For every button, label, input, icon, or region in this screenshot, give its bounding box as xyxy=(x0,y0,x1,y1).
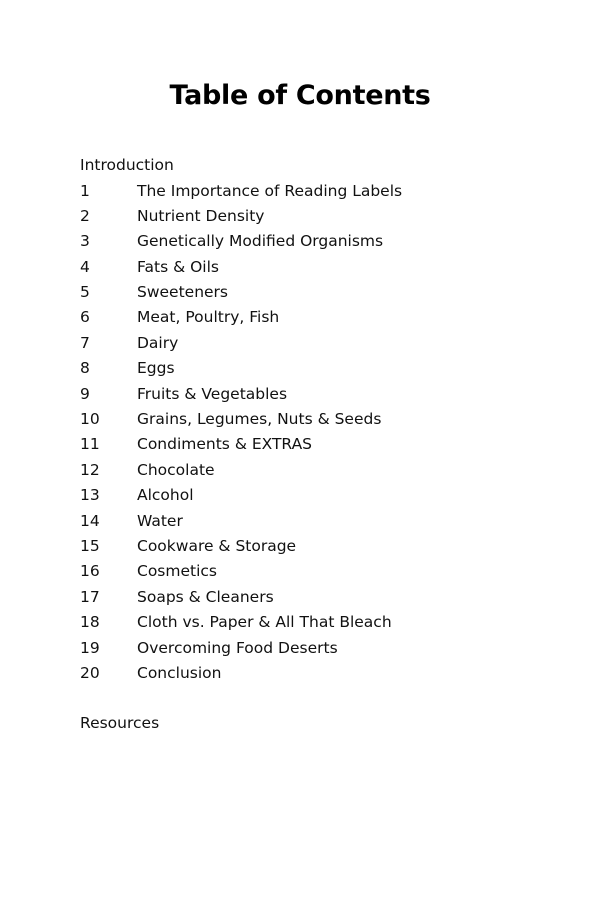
toc-chapter-row xyxy=(80,536,402,561)
chapter-number: 18 xyxy=(80,613,100,632)
toc-chapter-row xyxy=(80,257,402,282)
chapter-number: 5 xyxy=(80,283,90,302)
chapter-number: 6 xyxy=(80,308,90,327)
chapter-title: The Importance of Reading Labels xyxy=(137,181,403,200)
chapter-title: Conclusion xyxy=(137,663,222,682)
chapter-number: 13 xyxy=(80,486,100,505)
chapter-number: 14 xyxy=(80,511,100,530)
chapter-title: Sweeteners xyxy=(137,283,229,302)
chapter-title: Chocolate xyxy=(137,460,215,479)
toc-chapter-row xyxy=(80,663,402,688)
chapter-number: 10 xyxy=(80,410,100,429)
chapter-number: 11 xyxy=(80,435,100,454)
toc-chapter-row xyxy=(80,612,402,637)
toc-chapter-row xyxy=(80,206,402,231)
toc-chapter-row xyxy=(80,561,402,586)
chapter-title: Alcohol xyxy=(137,486,194,505)
page-title: Table of Contents xyxy=(169,80,431,111)
chapter-number: 9 xyxy=(80,384,90,403)
chapter-title: Genetically Modified Organisms xyxy=(137,232,384,251)
chapter-number: 7 xyxy=(80,333,90,352)
chapter-title: Dairy xyxy=(137,333,179,352)
toc-chapter-row xyxy=(80,587,402,612)
chapter-title: Condiments & EXTRAS xyxy=(137,435,313,454)
chapter-number: 19 xyxy=(80,638,100,657)
chapter-number: 16 xyxy=(80,562,100,581)
toc-chapter-row xyxy=(80,333,402,358)
toc-chapter-row xyxy=(80,460,402,485)
toc-chapter-row xyxy=(80,485,402,510)
chapter-title: Fruits & Vegetables xyxy=(137,384,288,403)
toc-entry-introduction: Introduction xyxy=(80,156,174,174)
toc-chapter-row xyxy=(80,358,402,383)
chapter-title: Soaps & Cleaners xyxy=(137,587,274,606)
toc-chapter-row xyxy=(80,181,402,206)
chapter-number: 1 xyxy=(80,181,90,200)
toc-chapter-row xyxy=(80,282,402,307)
chapter-title: Water xyxy=(137,511,183,530)
chapter-number: 4 xyxy=(80,257,90,276)
chapter-number: 20 xyxy=(80,663,100,682)
toc-chapter-row xyxy=(80,409,402,434)
toc-chapter-row xyxy=(80,307,402,332)
chapter-title: Overcoming Food Deserts xyxy=(137,638,338,657)
toc-chapter-row xyxy=(80,384,402,409)
chapter-title: Cosmetics xyxy=(137,562,217,581)
chapter-number: 15 xyxy=(80,536,100,555)
chapter-title: Grains, Legumes, Nuts & Seeds xyxy=(137,410,382,429)
chapter-number: 12 xyxy=(80,460,100,479)
chapter-title: Fats & Oils xyxy=(137,257,219,276)
chapter-title: Cloth vs. Paper & All That Bleach xyxy=(137,613,392,632)
toc-chapter-row xyxy=(80,511,402,536)
toc-chapter-row xyxy=(80,638,402,663)
chapter-number: 2 xyxy=(80,206,90,225)
toc-chapter-list xyxy=(80,181,402,689)
chapter-number: 17 xyxy=(80,587,100,606)
chapter-title: Eggs xyxy=(137,359,175,378)
chapter-title: Cookware & Storage xyxy=(137,536,297,555)
chapter-number: 3 xyxy=(80,232,90,251)
chapter-number: 8 xyxy=(80,359,90,378)
chapter-title: Meat, Poultry, Fish xyxy=(137,308,280,327)
toc-chapter-row xyxy=(80,231,402,256)
chapter-title: Nutrient Density xyxy=(137,206,265,225)
toc-entry-resources: Resources xyxy=(80,714,160,732)
toc-chapter-row xyxy=(80,434,402,459)
